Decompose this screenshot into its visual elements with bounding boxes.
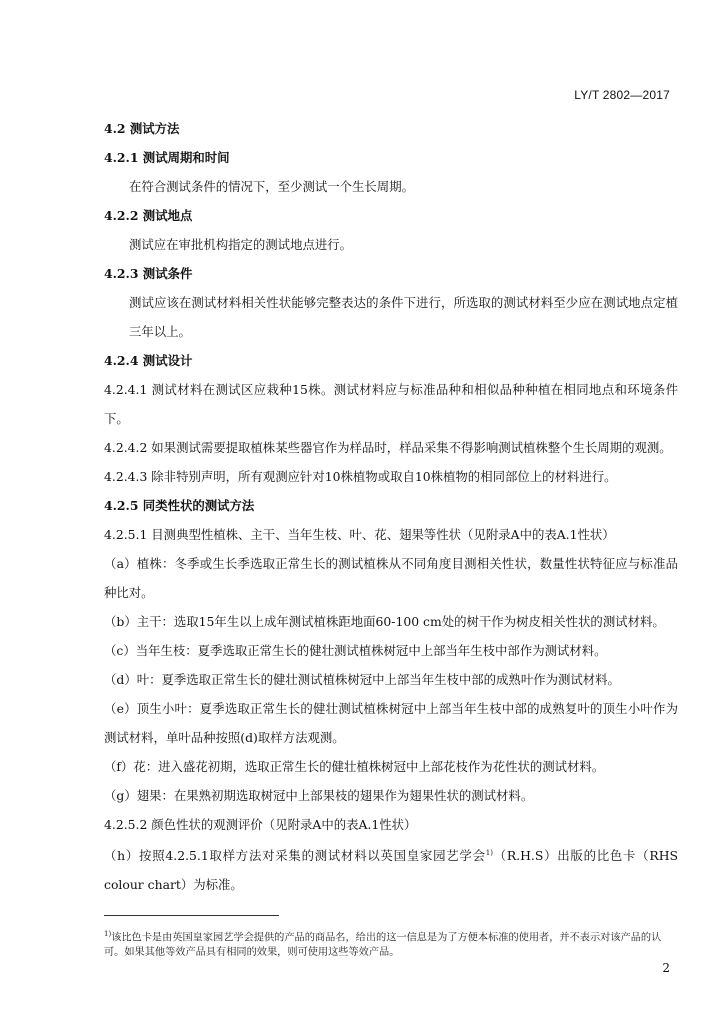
subsection-heading: 4.2.2 测试地点 — [104, 208, 193, 223]
subsection-heading: 4.2.5 同类性状的测试方法 — [104, 498, 255, 513]
body-text — [104, 114, 678, 899]
footnote-ref: 1) — [485, 849, 493, 857]
clause: 4.2.4.1 测试材料在测试区应栽种15株。测试材料应与标准品种和相似品种种植在相同地点和环境条件下。 — [104, 382, 678, 426]
clause: 4.2.4.2 如果测试需要提取植株某些器官作为样品时，样品采集不得影响测试植株整个生长周期的观测。 — [104, 440, 672, 455]
section-heading: 4.2 测试方法 — [104, 121, 180, 136]
list-item: （e）顶生小叶：夏季选取正常生长的健壮测试植株树冠中上部当年生枝中部的成熟复叶的顶生小叶作为测试材料，单叶品种按照(d)取样方法观测。 — [104, 701, 678, 745]
paragraph: 测试应该在测试材料相关性状能够完整表达的条件下进行，所选取的测试材料至少应在测试地点定植三年以上。 — [129, 295, 678, 339]
clause: 4.2.5.1 目测典型性植株、主干、当年生枝、叶、花、翅果等性状（见附录A中的表A.1性状） — [104, 527, 615, 542]
footnote — [104, 927, 680, 960]
paragraph: 在符合测试条件的情况下，至少测试一个生长周期。 — [129, 179, 414, 194]
list-item: （g）翅果：在果熟初期选取树冠中上部果枝的翅果作为翅果性状的测试材料。 — [104, 788, 534, 803]
standard-code: LY/T 2802—2017 — [574, 88, 670, 102]
paragraph: 测试应在审批机构指定的测试地点进行。 — [129, 237, 353, 252]
list-item: （d）叶：夏季选取正常生长的健壮测试植株树冠中上部当年生枝中部的成熟叶作为测试材料。 — [104, 672, 620, 687]
subsection-heading: 4.2.4 测试设计 — [104, 353, 193, 368]
footnote-divider — [104, 915, 279, 916]
clause: 4.2.5.2 颜色性状的观测评价（见附录A中的表A.1性状） — [104, 817, 417, 832]
footnote-marker: 1) — [104, 930, 112, 938]
page-number: 2 — [662, 961, 670, 975]
list-item-text: （h）按照4.2.5.1取样方法对采集的测试材料以英国皇家园艺学会 — [104, 848, 486, 864]
subsection-heading: 4.2.3 测试条件 — [104, 266, 193, 281]
list-item: （f）花：进入盛花初期，选取正常生长的健壮植株树冠中上部花枝作为花性状的测试材料。 — [104, 759, 605, 774]
subsection-heading: 4.2.1 测试周期和时间 — [104, 150, 230, 165]
list-item-text: （R.H.S）出版的比色卡（RHS colour chart）为标准。 — [104, 848, 678, 893]
clause: 4.2.4.3 除非特别声明，所有观测应针对10株植物或取自10株植物的相同部位上的材料进行。 — [104, 469, 617, 484]
list-item: （b）主干：选取15年生以上成年测试植株距地面60-100 cm处的树干作为树皮相关性状的测试材料。 — [104, 614, 665, 629]
list-item: （c）当年生枝：夏季选取正常生长的健壮测试植株树冠中上部当年生枝中部作为测试材料。 — [104, 643, 607, 658]
footnote-text: 该比色卡是由英国皇家园艺学会提供的产品的商品名，给出的这一信息是为了方便本标准的使用者，并不表示对该产品的认可。如果其他等效产品具有相同的效果，则可使用这些等效产品。 — [104, 932, 662, 959]
list-item: （a）植株：冬季或生长季选取正常生长的测试植株从不同角度目测相关性状，数量性状特征应与标准品种比对。 — [104, 556, 678, 600]
list-item — [104, 839, 678, 899]
